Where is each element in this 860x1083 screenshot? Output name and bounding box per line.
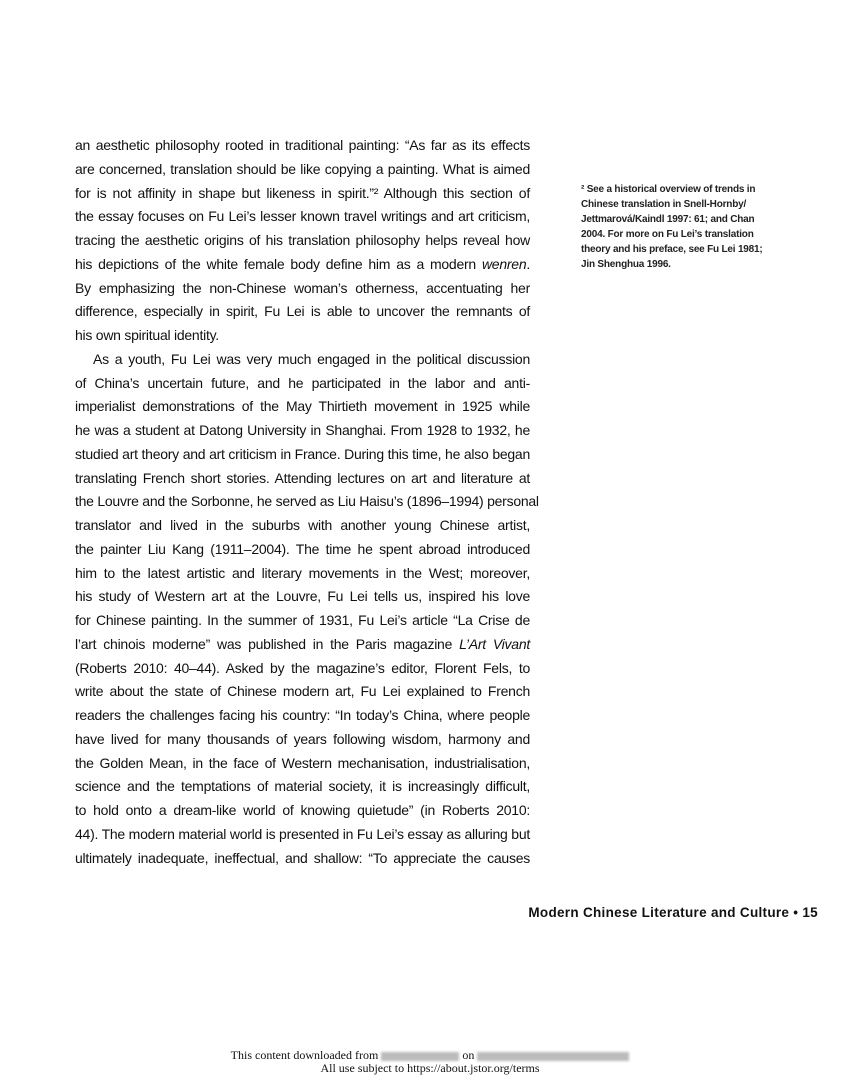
footnote-line: Jettmarová/Kaindl 1997: 61; and Chan [581, 214, 755, 225]
text-segment: tracing the aesthetic origins of his translation philosophy helps reveal how [75, 232, 530, 248]
text-line [75, 490, 539, 514]
text-line [75, 585, 530, 609]
text-segment: studied art theory and art criticism in France. During this time, he also began [75, 445, 530, 462]
text-segment: the Golden Mean, in the face of Western mechanisation, industrialisation, [75, 754, 530, 771]
text-segment: of China’s uncertain future, and he participated in the labor and anti- [75, 374, 530, 391]
text-line [75, 205, 530, 229]
text-segment: the Louvre and the Sorbonne, he served as Liu Haisu’s (1896–1994) personal [75, 493, 539, 510]
footnote-line: ² See a historical overview of trends in [581, 184, 756, 195]
running-footer: Modern Chinese Literature and Culture • 15 [528, 905, 818, 920]
text-segment: to hold onto a dream-like world of knowing quietude” (in Roberts 2010: [75, 802, 530, 818]
text-line [75, 182, 530, 206]
text-line [75, 775, 530, 799]
text-line [75, 158, 530, 182]
text-line [75, 395, 530, 419]
text-line [75, 799, 530, 823]
text-line [75, 467, 530, 491]
text-segment: his study of Western art at the Louvre, Fu Lei tells us, inspired his love [75, 588, 530, 605]
text-segment: By emphasizing the non-Chinese woman’s otherness, accentuating her [75, 279, 530, 296]
text-line [75, 704, 530, 728]
text-line [75, 562, 530, 586]
text-segment: for Chinese painting. In the summer of 1931, Fu Lei’s article “La Crise de [75, 612, 530, 628]
text-segment: his own spiritual identity. [75, 327, 219, 343]
paragraph [75, 134, 530, 348]
text-line [75, 443, 530, 467]
text-segment: imperialist demonstrations of the May Thirtieth movement in 1925 while [75, 398, 530, 415]
footnote-line: Chinese translation in Snell-Hornby/ [581, 199, 747, 210]
text-line [75, 680, 530, 704]
italic-text: wenren [481, 255, 527, 272]
text-segment: ultimately inadequate, ineffectual, and shallow: “To appreciate the causes [75, 849, 530, 866]
text-line [75, 253, 530, 277]
text-line [75, 229, 530, 253]
text-line [75, 324, 530, 348]
text-segment: science and the temptations of material society, it is increasingly difficult, [75, 778, 530, 795]
text-segment: l’art chinois moderne” was published in the Paris magazine [75, 635, 460, 652]
text-segment: As a youth, Fu Lei was very much engaged in the political discussion [93, 350, 530, 367]
redacted-date [477, 1052, 629, 1061]
text-segment: . [526, 255, 530, 272]
text-segment: him to the latest artistic and literary movements in the West; moreover, [75, 564, 530, 581]
terms-text: All use subject to https://about.jstor.org/terms [320, 1061, 540, 1075]
text-line [75, 657, 530, 681]
body-text [75, 134, 539, 870]
text-segment: translating French short stories. Attending lectures on art and literature at [75, 469, 530, 486]
text-line [75, 633, 530, 657]
text-segment: have lived for many thousands of years following wisdom, harmony and [75, 730, 530, 747]
text-line [75, 847, 530, 871]
text-line [75, 348, 530, 372]
text-line [75, 277, 530, 301]
download-text: This content downloaded from [230, 1048, 379, 1062]
text-segment: difference, especially in spirit, Fu Lei is able to uncover the remnants of [75, 303, 530, 320]
text-line [75, 134, 530, 158]
text-segment: for is not affinity in shape but likeness in spirit.”² Although this section of [75, 184, 530, 201]
text-line [75, 300, 530, 324]
text-segment: 44). The modern material world is presented in Fu Lei’s essay as alluring but [75, 825, 530, 842]
text-segment: translator and lived in the suburbs with another young Chinese artist, [75, 517, 530, 533]
text-segment: write about the state of Chinese modern art, Fu Lei explained to French [75, 683, 530, 700]
text-segment: are concerned, translation should be like copying a painting. What is aimed [75, 160, 530, 177]
text-line [75, 419, 530, 443]
footnote-line: 2004. For more on Fu Lei’s translation [581, 229, 754, 240]
footnote-line: theory and his preface, see Fu Lei 1981; [581, 244, 763, 255]
jstor-notice [0, 1049, 860, 1075]
redacted-ip [381, 1052, 459, 1061]
text-line [75, 514, 530, 538]
text-segment: his depictions of the white female body define him as a modern [75, 255, 482, 272]
text-segment: an aesthetic philosophy rooted in traditional painting: “As far as its effects [75, 137, 530, 153]
text-line [75, 823, 530, 847]
text-line [75, 752, 530, 776]
text-segment: the painter Liu Kang (1911–2004). The time he spent abroad introduced [75, 540, 530, 557]
text-line [75, 372, 530, 396]
text-line [75, 538, 530, 562]
text-segment: the essay focuses on Fu Lei’s lesser known travel writings and art criticism, [75, 208, 530, 225]
text-segment: readers the challenges facing his country: “In today’s China, where people [75, 707, 530, 723]
text-line [75, 609, 530, 633]
footnote [581, 182, 773, 272]
italic-text: L’Art Vivant [459, 635, 531, 652]
text-segment: he was a student at Datong University in Shanghai. From 1928 to 1932, he [75, 422, 530, 438]
paragraph [75, 348, 539, 871]
text-line [75, 728, 530, 752]
download-on: on [462, 1048, 475, 1062]
footnote-line: Jin Shenghua 1996. [581, 259, 671, 270]
text-segment: (Roberts 2010: 40–44). Asked by the magazine’s editor, Florent Fels, to [75, 659, 530, 676]
